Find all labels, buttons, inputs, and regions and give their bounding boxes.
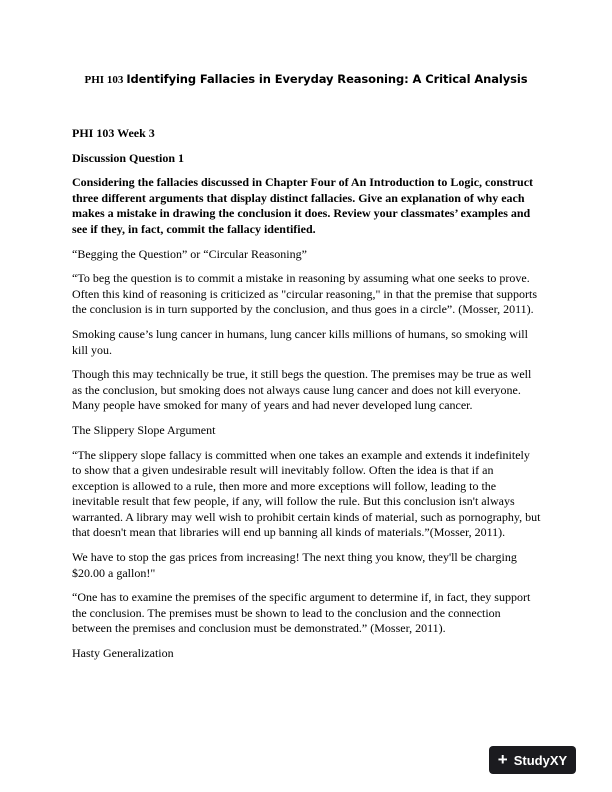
paragraph-circular-example: Smoking cause’s lung cancer in humans, lung cancer kills millions of humans, so smoking will kill you. — [72, 326, 528, 357]
paragraph-circular-definition: “To beg the question is to commit a mistake in reasoning by assuming what one seeks to prove. Often this kind of reasoning is criticized as "circular reasoning," in that the premise that supports the conclusion is in turn supported by the conclusion, and thus goes in a circle”. (Mosser, 2011). — [72, 271, 538, 317]
fallacy-heading-hasty-generalization: Hasty Generalization — [72, 646, 174, 661]
title-text: Identifying Fallacies in Everyday Reasoning: A Critical Analysis — [126, 72, 528, 86]
studyxy-badge[interactable] — [489, 746, 576, 774]
question-heading: Discussion Question 1 — [72, 150, 185, 165]
badge-label: StudyXY — [513, 752, 568, 768]
document-title — [0, 72, 612, 87]
course-week: PHI 103 Week 3 — [72, 126, 155, 140]
fallacy-heading-circular: “Begging the Question” or “Circular Reasoning” — [72, 246, 307, 261]
paragraph-circular-explanation: Though this may technically be true, it still begs the question. The premises may be true as well as the conclusion, but smoking does not always cause lung cancer and does not kill everyone. Many people have smoked for many of years and had never developed lung cancer. — [72, 367, 532, 413]
paragraph-slippery-explanation: “One has to examine the premises of the specific argument to determine if, in fact, they support the conclusion. The premises must be shown to lead to the conclusion and the connection between the premises and conclusion must be demonstrated.” (Mosser, 2011). — [72, 590, 531, 636]
question-prompt: Considering the fallacies discussed in Chapter Four of An Introduction to Logic, construct three different arguments that display distinct fallacies. Give an explanation of why each makes a mistake in drawing the conclusion it does. Review your classmates’ examples and see if they, in fact, commit the fallacy identified. — [72, 175, 534, 236]
document-body — [72, 126, 542, 671]
paragraph-slippery-example: We have to stop the gas prices from increasing! The next thing you know, they'll be charging $20.00 a gallon!" — [72, 550, 517, 580]
paragraph-slippery-definition: “The slippery slope fallacy is committed when one takes an example and extends it indefinitely to show that a given undesirable result will inevitably follow. Often the idea is that if an exception is allowed to a rule, then more and more exceptions will follow, leading to the inevitable result that few people, if any, will follow the rule. But this conclusion isn't always warranted. A library may well wish to prohibit certain kinds of material, such as pornography, but that doesn't mean that libraries will end up banning all kinds of materials.”(Mosser, 2011). — [72, 447, 541, 540]
plus-icon: + — [497, 749, 508, 769]
fallacy-heading-slippery-slope: The Slippery Slope Argument — [72, 422, 216, 437]
title-course-code: PHI 103 — [84, 74, 124, 86]
